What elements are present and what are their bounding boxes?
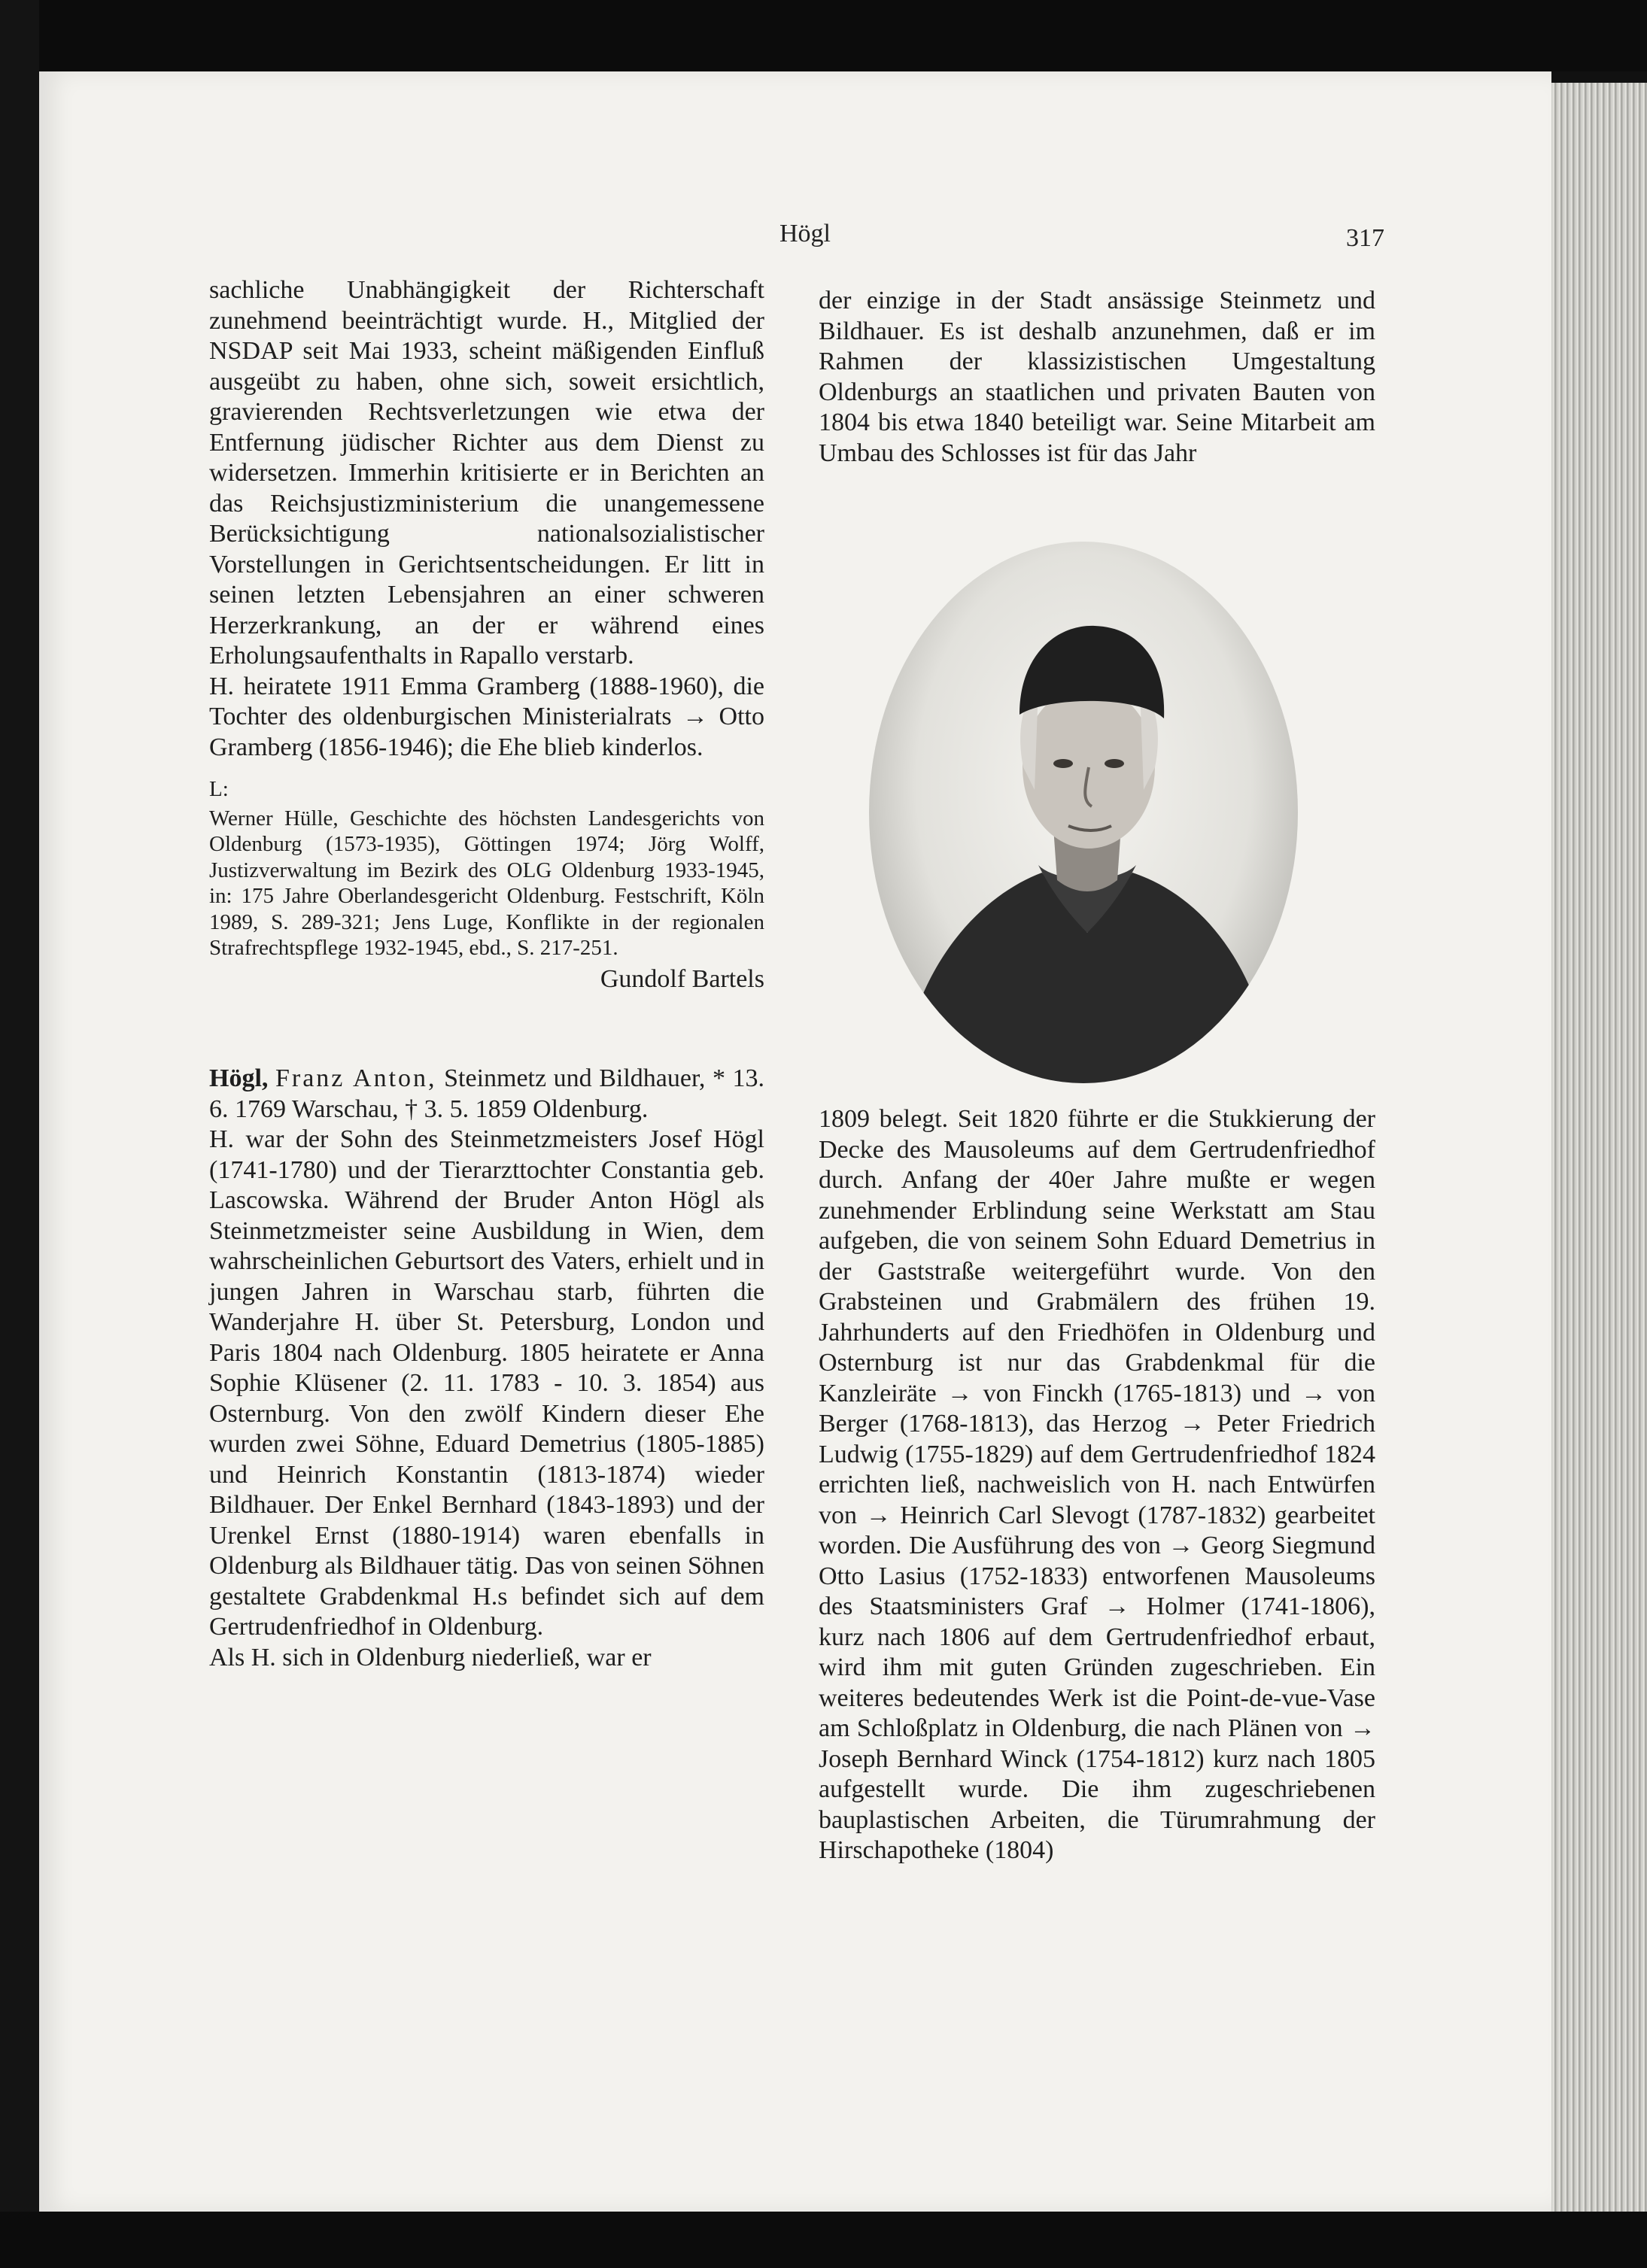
scan-border-bottom: [0, 2212, 1647, 2268]
previous-entry-paragraph: H. heiratete 1911 Emma Gramberg (1888-1960), die Tochter des oldenburgischen Ministerialrats → Otto Gramberg (1856-1946); die Ehe blieb kinderlos.: [209, 672, 764, 761]
entry-headword: Högl,: [209, 1064, 269, 1092]
literature-label: L:: [209, 777, 229, 801]
right-column-bottom: [819, 1104, 1375, 1866]
page-stack-edge: [1551, 83, 1647, 2212]
entry-intro: Steinmetz und Bildhauer, * 13. 6. 1769 Warschau, † 3. 5. 1859 Oldenburg.: [209, 1064, 765, 1123]
eye-shape: [1105, 759, 1124, 768]
entry-paragraph-continued: 1809 belegt. Seit 1820 führte er die Stukkierung der Decke des Mausoleums auf dem Gertrudenfriedhof durch. Anfang der 40er Jahre mußte er wegen zunehmender Erblindung seine Werkstatt am Stau aufgeben, die von seinem Sohn Eduard Demetrius in der Gaststraße weitergeführt wurde. Von den Grabsteinen und Grabmälern des frühen 19. Jahrhunderts auf den Friedhöfen in Oldenburg und Osternburg ist nur das Grabdenkmal für die Kanzleiräte → von Finckh (1765-1813) und → von Berger (1768-1813), das Herzog → Peter Friedrich Ludwig (1755-1829) auf dem Gertrudenfriedhof 1824 errichten ließ, nachweislich von H. nach Entwürfen von → Heinrich Carl Slevogt (1787-1832) gearbeitet worden. Die Ausführung des von → Georg Siegmund Otto Lasius (1752-1833) entworfenen Mausoleums des Staatsministers Graf → Holmer (1741-1806), kurz nach 1806 auf dem Gertrudenfriedhof erbaut, wird ihm mit guten Gründen zugeschrieben. Ein weiteres bedeutendes Werk ist die Point-de-vue-Vase am Schloßplatz in Oldenburg, die nach Plänen von → Joseph Bernhard Winck (1754-1812) kurz nach 1805 aufgestellt wurde. Die ihm zugeschriebenen bauplastischen Arbeiten, die Türumrahmung der Hirschapotheke (1804): [819, 1105, 1375, 1864]
literature-references: Werner Hülle, Geschichte des höchsten Landesgerichts von Oldenburg (1573-1935), Göttingen 1974; Jörg Wolff, Justizverwaltung im Bezirk des OLG Oldenburg 1933-1945, in: 175 Jahre Oberlandesgericht Oldenburg. Festschrift, Köln 1989, S. 289-321; Jens Luge, Konflikte in der regionalen Strafrechtspflege 1932-1945, ebd., S. 217-251.: [209, 806, 764, 960]
scan-border-top: [0, 0, 1647, 71]
scan-border-left: [0, 0, 39, 2268]
eye-shape: [1053, 759, 1073, 768]
entry-paragraph: H. war der Sohn des Steinmetzmeisters Josef Högl (1741-1780) und der Tierarzttochter Constantia geb. Lascowska. Während der Bruder Anton Högl als Steinmetzmeister seine Ausbildung in Wien, dem wahrscheinlichen Geburtsort des Vaters, erhielt und in jungen Jahren in Warschau starb, führten die Wanderjahre H. über St. Petersburg, London und Paris 1804 nach Oldenburg. 1805 heiratete er Anna Sophie Klüsener (2. 11. 1783 - 10. 3. 1854) aus Osternburg. Von den zwölf Kindern dieser Ehe wurden zwei Söhne, Eduard Demetrius (1805-1885) und Heinrich Konstantin (1813-1874) wieder Bildhauer. Der Enkel Bernhard (1843-1893) und der Urenkel Ernst (1880-1914) waren ebenfalls in Oldenburg als Bildhauer tätig. Das von seinen Söhnen gestaltete Grabdenkmal H.s befindet sich auf dem Gertrudenfriedhof in Oldenburg.: [209, 1125, 764, 1641]
entry-paragraph-continued: der einzige in der Stadt ansässige Steinmetz und Bildhauer. Es ist deshalb anzunehmen, daß er im Rahmen der klassizistischen Umgestaltung Oldenburgs an staatlichen und privaten Bauten von 1804 bis etwa 1840 beteiligt war. Seine Mitarbeit am Umbau des Schlosses ist für das Jahr: [819, 287, 1375, 467]
entry-heading: [209, 1064, 764, 1125]
page-number: 317: [1346, 224, 1384, 252]
portrait-engraving: [869, 542, 1298, 1083]
author-signature: Gundolf Bartels: [600, 964, 764, 993]
right-column-top: [819, 286, 1375, 469]
left-column: [209, 275, 764, 1673]
entry-paragraph: Als H. sich in Oldenburg niederließ, war er: [209, 1643, 652, 1671]
portrait-figure: [869, 542, 1298, 1083]
previous-entry-paragraph: sachliche Unabhängigkeit der Richterschaft zunehmend beeinträchtigt wurde. H., Mitglied der NSDAP seit Mai 1933, scheint mäßigenden Einfluß ausgeübt zu haben, ohne sich, soweit ersichtlich, gravierenden Rechtsverletzungen wie etwa der Entfernung jüdischer Richter aus dem Dienst zu widersetzen. Immerhin kritisierte er in Berichten an das Reichsjustizministerium die unangemessene Berücksichtigung nationalsozialistischer Vorstellungen in Gerichtsentscheidungen. Er litt in seinen letzten Lebensjahren an einer schweren Herzerkrankung, an der er während eines Erholungsaufenthalts in Rapallo verstarb.: [209, 276, 764, 669]
entry-given-names: Franz Anton,: [275, 1064, 437, 1092]
running-header-title: Högl: [779, 220, 831, 247]
